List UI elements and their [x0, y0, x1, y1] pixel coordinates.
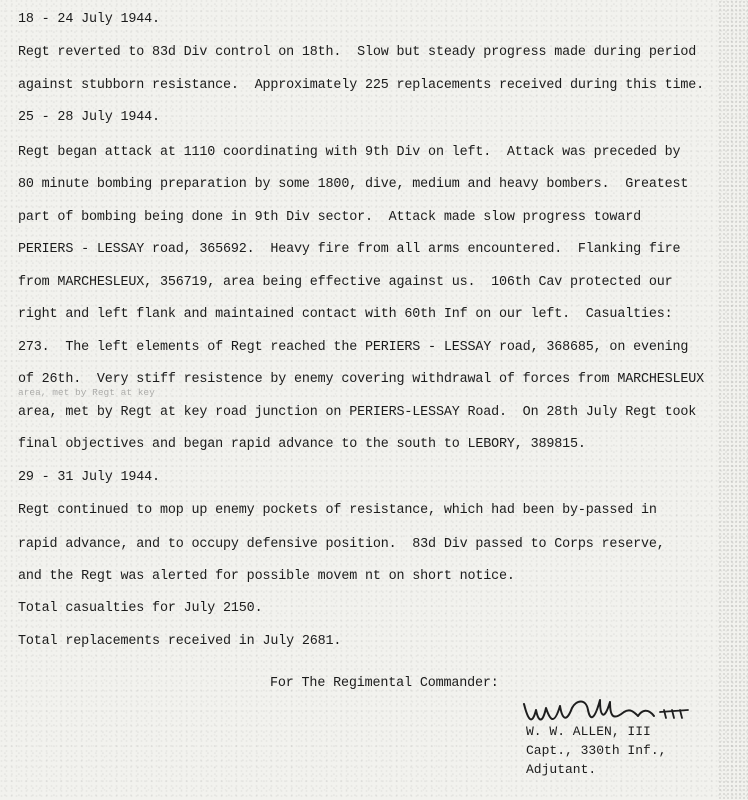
scan-noise: [718, 0, 748, 800]
text-line: area, met by Regt at key road junction on PERIERS-LESSAY Road. On 28th July Regt took: [18, 405, 697, 420]
text-line: Regt began attack at 1110 coordinating with 9th Div on left. Attack was preceded by: [18, 145, 681, 160]
signer-name: W. W. ALLEN, III: [526, 724, 651, 739]
text-line: part of bombing being done in 9th Div sector. Attack made slow progress toward: [18, 210, 641, 225]
text-line: and the Regt was alerted for possible movem nt on short notice.: [18, 569, 515, 584]
closing-line: For The Regimental Commander:: [270, 676, 499, 691]
total-casualties: Total casualties for July 2150.: [18, 601, 263, 616]
text-line: PERIERS - LESSAY road, 365692. Heavy fire from all arms encountered. Flanking fire: [18, 242, 681, 257]
text-line: 273. The left elements of Regt reached the PERIERS - LESSAY road, 368685, on evening: [18, 340, 689, 355]
signer-title: Capt., 330th Inf.,: [526, 743, 667, 758]
section-heading-25-28-july: 25 - 28 July 1944.: [18, 110, 160, 125]
total-replacements: Total replacements received in July 2681.: [18, 634, 342, 649]
text-line: right and left flank and maintained contact with 60th Inf on our left. Casualties:: [18, 307, 673, 322]
signer-role: Adjutant.: [526, 762, 597, 777]
text-line: against stubborn resistance. Approximately 225 replacements received during this time.: [18, 78, 705, 93]
text-line: Regt reverted to 83d Div control on 18th. Slow but steady progress made during period: [18, 45, 697, 60]
text-line: Regt continued to mop up enemy pockets of resistance, which had been by-passed in: [18, 503, 657, 518]
text-line: 80 minute bombing preparation by some 1800, dive, medium and heavy bombers. Greatest: [18, 177, 689, 192]
text-line: of 26th. Very stiff resistence by enemy covering withdrawal of forces from MARCHESLEUX: [18, 372, 705, 387]
section-heading-29-31-july: 29 - 31 July 1944.: [18, 470, 160, 485]
text-line: rapid advance, and to occupy defensive position. 83d Div passed to Corps reserve,: [18, 537, 665, 552]
text-line: final objectives and began rapid advance to the south to LEBORY, 389815.: [18, 437, 586, 452]
section-heading-18-24-july: 18 - 24 July 1944.: [18, 12, 160, 27]
ghost-strikeover-text: area, met by Regt at key: [18, 387, 155, 398]
text-line: from MARCHESLEUX, 356719, area being effective against us. 106th Cav protected our: [18, 275, 673, 290]
